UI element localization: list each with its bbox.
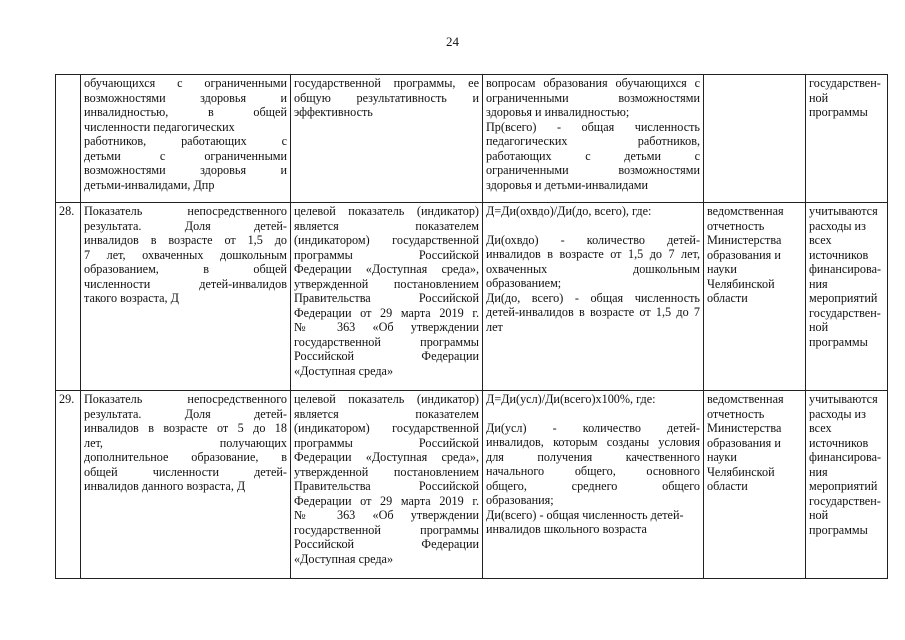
indicator-name-cell (81, 391, 291, 579)
text-line: источников (809, 435, 869, 450)
text-line: результата. Доля детей- (84, 406, 287, 421)
blank-line (486, 407, 700, 421)
text-line: ной (809, 508, 829, 522)
table-row (56, 75, 888, 203)
text-line: области (707, 291, 748, 305)
text-line: Ди(усл) - количество детей- (486, 420, 700, 435)
source-cell (704, 75, 806, 203)
text-line: области (707, 479, 748, 493)
text-line: программы Российской (294, 435, 479, 450)
text-line: программы (809, 105, 868, 119)
text-line: ограниченными возможностями (486, 163, 700, 177)
text-line: государственной программы, ее (294, 76, 479, 90)
text-line: инвалидов школьного возраста (486, 522, 647, 536)
text-line: государственной программы (294, 522, 479, 537)
indicator-table (55, 74, 888, 579)
text-line: образованием, в общей (84, 262, 287, 276)
text-line: (индикатором) государственной (294, 421, 479, 435)
text-line: Д=Ди(охвдо)/Ди(до, всего), где: (486, 204, 652, 218)
text-line: источников (809, 247, 869, 262)
text-line: образованием; (486, 276, 562, 290)
text-line: Показатель непосредственного (84, 204, 287, 218)
text-line: инвалидов данного возраста, Д (84, 479, 246, 493)
text-line: дополнительное образование, в (84, 450, 287, 464)
text-line: инвалидностью, в общей (84, 105, 287, 119)
text-line: Федерации от 29 марта 2019 г. (294, 493, 479, 508)
text-line: является показателем (294, 406, 479, 421)
indicator-name-cell (81, 203, 291, 391)
text-line: целевой показатель (индикатор) (294, 392, 479, 406)
text-line: Министерства (707, 233, 782, 247)
text-line: образования и (707, 247, 781, 262)
text-line: для получения качественного (486, 449, 700, 464)
text-line: Федерации от 29 марта 2019 г. (294, 305, 479, 320)
text-line: «Доступная среда» (294, 363, 394, 378)
text-line: ведомственная (707, 392, 784, 406)
text-line: общей численности детей- (84, 464, 287, 479)
text-line: отчетность (707, 406, 765, 421)
text-line: финансирова- (809, 262, 882, 276)
text-line: Челябинской (707, 276, 775, 291)
row-number: 29. (56, 391, 81, 579)
source-cell (704, 391, 806, 579)
text-line: результата. Доля детей- (84, 218, 287, 233)
text-line: утвержденной постановлением (294, 464, 479, 479)
text-line: детей-инвалидов в возрасте от 1,5 до 7 (486, 305, 700, 319)
page-number: 24 (446, 34, 459, 49)
text-line: обучающихся с ограниченными (84, 76, 287, 90)
text-line: (индикатором) государственной (294, 233, 479, 247)
text-line: инвалидов в возрасте от 1,5 до 7 лет, (486, 247, 700, 261)
text-line: лет (486, 319, 503, 334)
text-line: Федерации «Доступная среда», (294, 262, 479, 276)
text-line: Ди(всего) - общая численность детей- (486, 507, 684, 522)
text-line: № 363 «Об утверждении (294, 508, 479, 522)
text-line: работающих с детьми с (486, 148, 700, 163)
indicator-name-cell (81, 75, 291, 203)
text-line: № 363 «Об утверждении (294, 320, 479, 334)
text-line: ведомственная (707, 204, 784, 218)
text-line: педагогических работников, (486, 134, 700, 148)
table-row (56, 391, 888, 579)
text-line: такого возраста, Д (84, 291, 179, 305)
source-cell (704, 203, 806, 391)
text-line: Ди(охвдо) - количество детей- (486, 232, 700, 247)
note-cell (806, 391, 888, 579)
text-line: общего, среднего общего (486, 478, 700, 493)
text-line: численности детей-инвалидов (84, 276, 287, 291)
text-line: здоровья и инвалидностью; (486, 105, 630, 119)
formula-cell (483, 75, 704, 203)
text-line: численности педагогических (84, 119, 235, 134)
text-line: Правительства Российской (294, 479, 479, 493)
text-line: здоровья и детьми-инвалидами (486, 177, 649, 192)
formula-cell (483, 391, 704, 579)
text-line: ограниченными возможностями (486, 90, 700, 105)
text-line: охваченных дошкольным (486, 261, 700, 276)
indicator-type-cell (291, 75, 483, 203)
text-line: Федерации «Доступная среда», (294, 450, 479, 464)
text-line: мероприятий (809, 479, 878, 493)
text-line: общую результативность и (294, 90, 479, 105)
text-line: программы (809, 522, 868, 537)
text-line: расходы из (809, 218, 866, 233)
text-line: государствен- (809, 493, 881, 508)
text-line: мероприятий (809, 291, 878, 305)
text-line: инвалидов в возрасте от 1,5 до (84, 233, 287, 247)
indicator-type-cell (291, 391, 483, 579)
text-line: всех (809, 233, 832, 247)
text-line: науки (707, 262, 737, 276)
text-line: возможностями здоровья и (84, 90, 287, 105)
text-line: отчетность (707, 218, 765, 233)
text-line: «Доступная среда» (294, 551, 394, 566)
text-line: финансирова- (809, 450, 882, 464)
row-number (56, 75, 81, 203)
text-line: эффективность (294, 105, 373, 119)
text-line: является показателем (294, 218, 479, 233)
text-line: лет, получающих (84, 435, 287, 450)
text-line: образования и (707, 435, 781, 450)
text-line: Д=Ди(усл)/Ди(всего)x100%, где: (486, 392, 656, 406)
text-line: возможностями здоровья и (84, 163, 287, 177)
text-line: программы Российской (294, 247, 479, 262)
text-line: Челябинской (707, 464, 775, 479)
text-line: ной (809, 90, 829, 105)
text-line: учитываются (809, 392, 878, 406)
text-line: целевой показатель (индикатор) (294, 204, 479, 218)
text-line: образования; (486, 493, 554, 507)
text-line: Пр(всего) - общая численность (486, 119, 700, 134)
table-row (56, 203, 888, 391)
text-line: государствен- (809, 305, 881, 320)
indicator-type-cell (291, 203, 483, 391)
row-number: 28. (56, 203, 81, 391)
text-line: Показатель непосредственного (84, 392, 287, 406)
blank-line (486, 219, 700, 233)
text-line: вопросам образования обучающихся с (486, 76, 700, 90)
text-line: утвержденной постановлением (294, 276, 479, 291)
text-line: работников, работающих с (84, 134, 287, 148)
text-line: инвалидов в возрасте от 5 до 18 (84, 421, 287, 435)
text-line: детьми с ограниченными (84, 148, 287, 163)
text-line: инвалидов, которым созданы условия (486, 435, 700, 449)
formula-cell (483, 203, 704, 391)
text-line: государствен- (809, 76, 881, 90)
text-line: науки (707, 450, 737, 464)
text-line: расходы из (809, 406, 866, 421)
text-line: ния (809, 276, 828, 291)
text-line: всех (809, 421, 832, 435)
note-cell (806, 75, 888, 203)
text-line: детьми-инвалидами, Дпр (84, 177, 215, 192)
text-line: учитываются (809, 204, 878, 218)
text-line: Министерства (707, 421, 782, 435)
text-line: программы (809, 334, 868, 349)
text-line: начального общего, основного (486, 464, 700, 478)
note-cell (806, 203, 888, 391)
text-line: Российской Федерации (294, 349, 479, 363)
text-line: Российской Федерации (294, 537, 479, 551)
text-line: ной (809, 320, 829, 334)
text-line: государственной программы (294, 334, 479, 349)
text-line: Ди(до, всего) - общая численность (486, 290, 700, 305)
text-line: ния (809, 464, 828, 479)
text-line: Правительства Российской (294, 291, 479, 305)
text-line: 7 лет, охваченных дошкольным (84, 247, 287, 262)
